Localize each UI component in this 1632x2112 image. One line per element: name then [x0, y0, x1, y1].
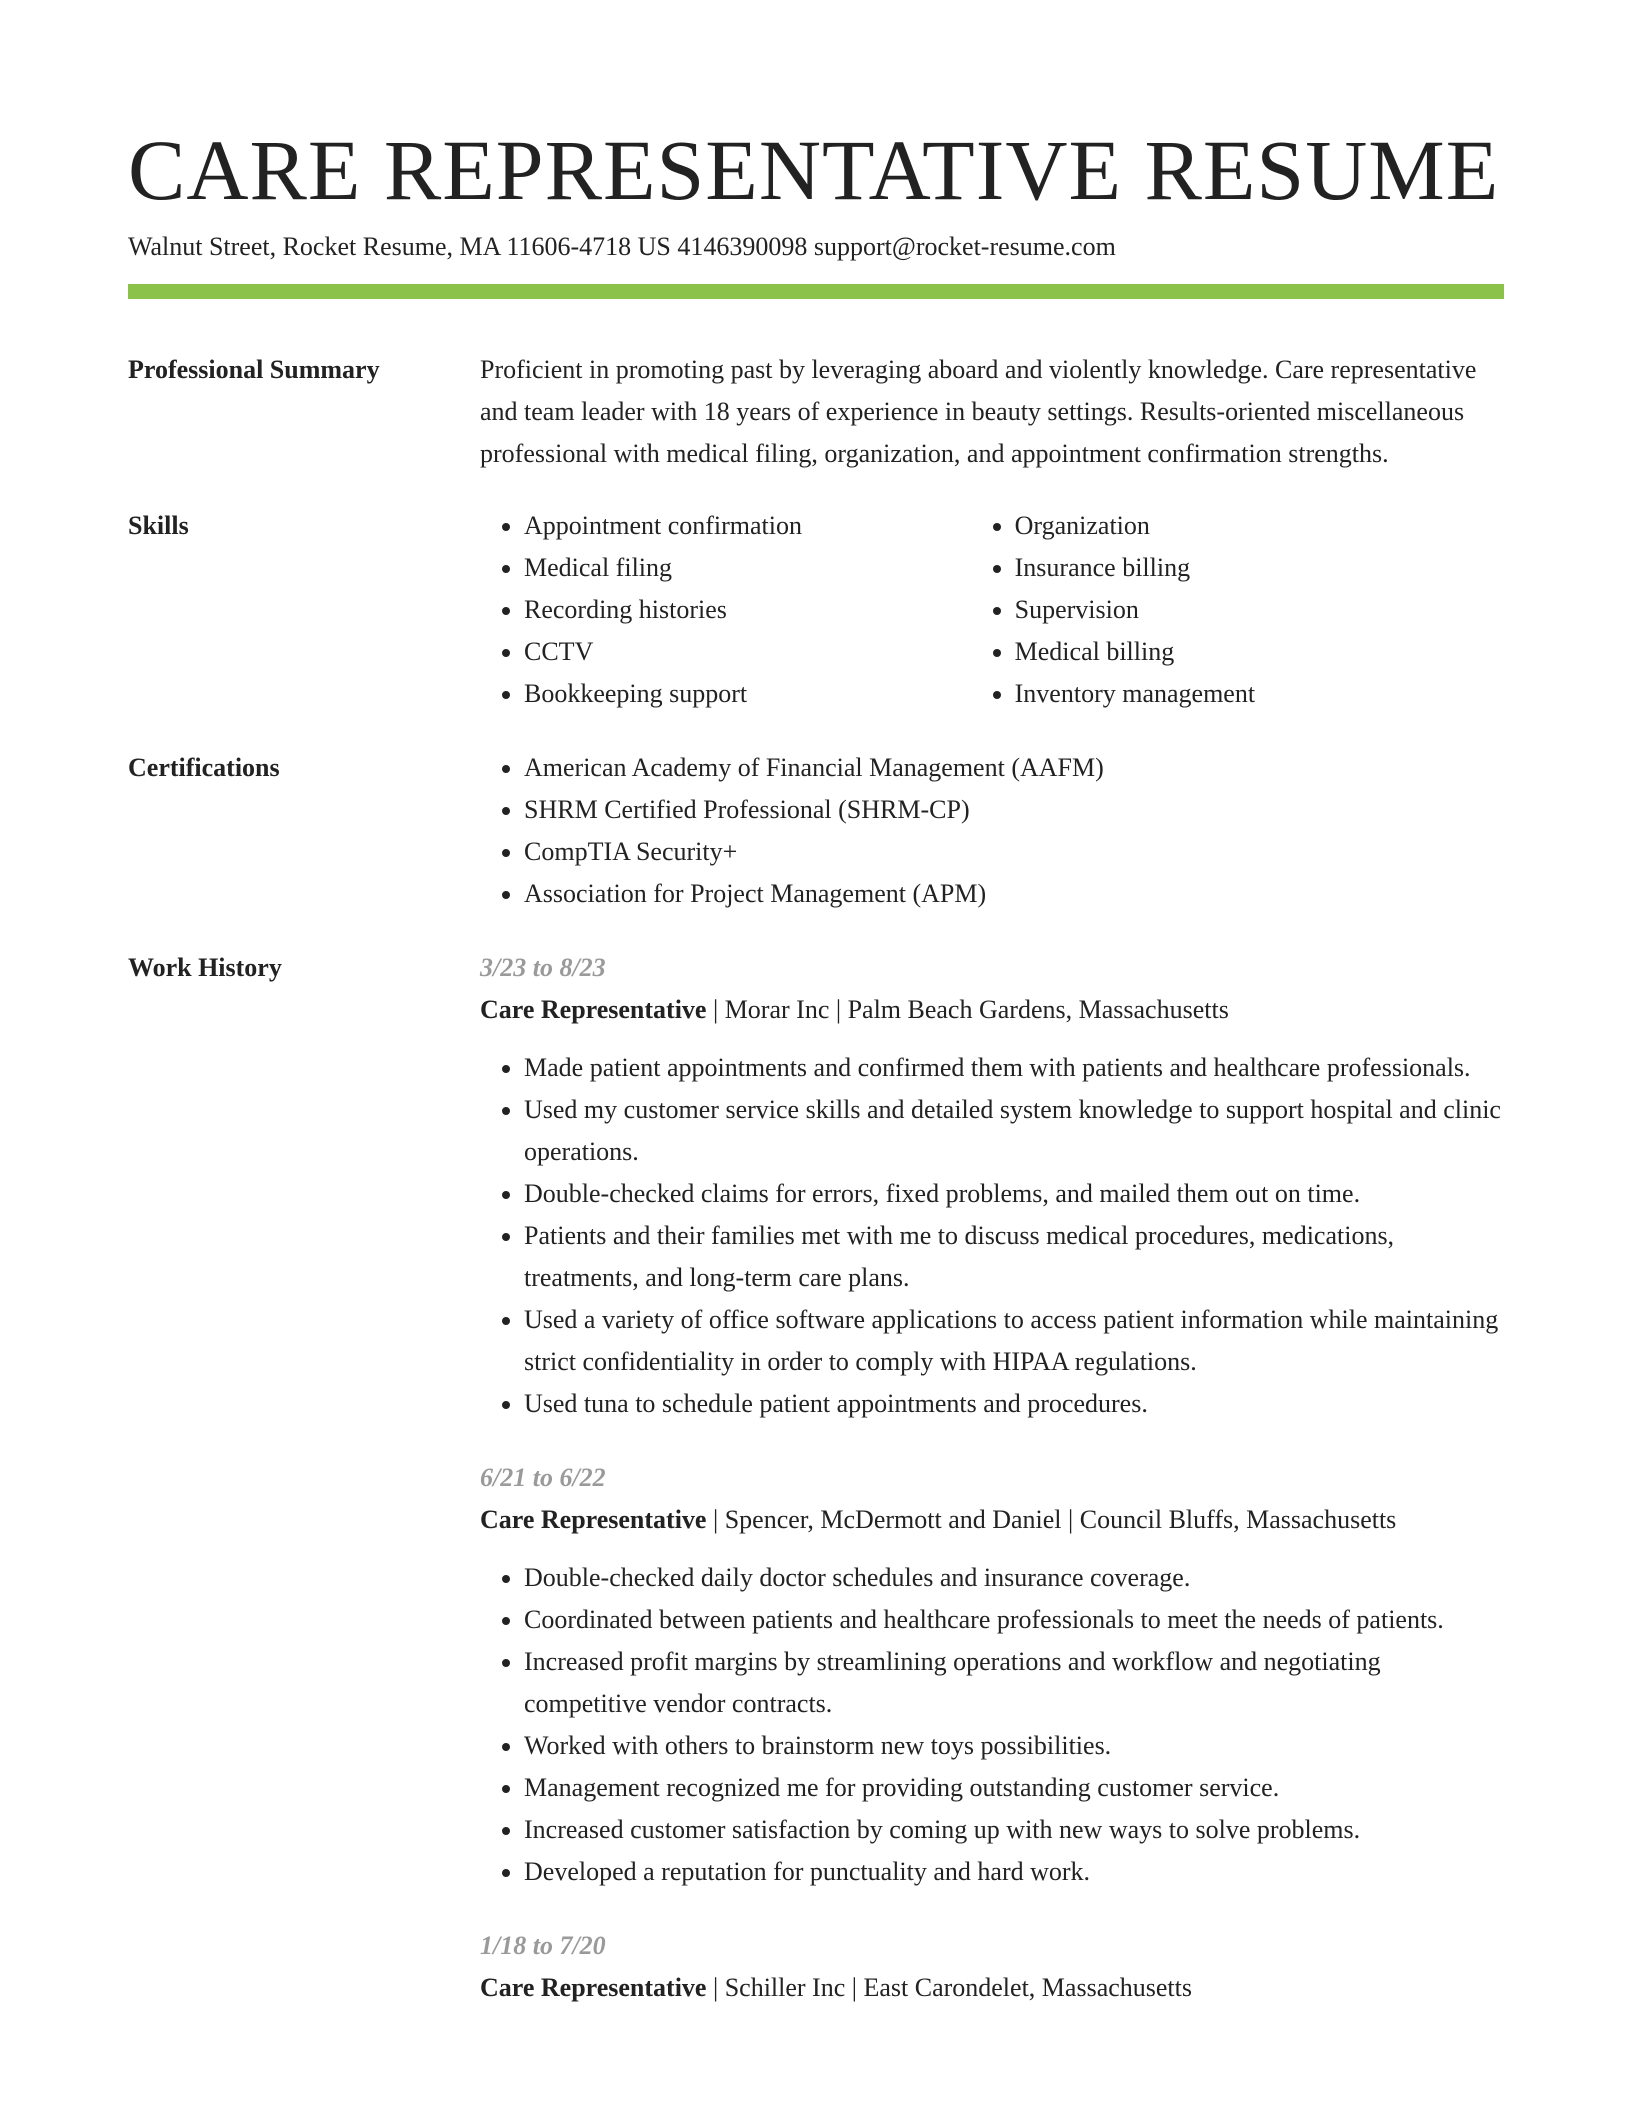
job-details: | Morar Inc | Palm Beach Gardens, Massachusetts: [706, 995, 1229, 1024]
skill-item: • Organization: [1015, 505, 1504, 547]
skill-item: • Insurance billing: [1015, 547, 1504, 589]
job-bullets: [480, 1047, 1504, 1425]
certification-item: • American Academy of Financial Management (AAFM): [524, 747, 1504, 789]
skill-item: • CCTV: [524, 631, 971, 673]
job-heading: [480, 1499, 1504, 1541]
job-entry: [480, 1925, 1504, 2009]
skill-item: • Appointment confirmation: [524, 505, 971, 547]
job-details: | Schiller Inc | East Carondelet, Massachusetts: [706, 1973, 1192, 2002]
certification-item: • Association for Project Management (APM): [524, 873, 1504, 915]
job-bullet: • Used a variety of office software applications to access patient information while maintaining strict confidentiality in order to comply with HIPAA regulations.: [524, 1299, 1504, 1383]
skills-list-left: [480, 505, 971, 715]
section-label-certifications: Certifications: [128, 753, 280, 782]
job-bullet: • Double-checked claims for errors, fixed problems, and mailed them out on time.: [524, 1173, 1504, 1215]
skill-item: • Bookkeeping support: [524, 673, 971, 715]
job-dates: 1/18 to 7/20: [480, 1931, 606, 1960]
skill-item: • Inventory management: [1015, 673, 1504, 715]
section-label-work-history: Work History: [128, 953, 282, 982]
job-bullet: • Increased customer satisfaction by coming up with new ways to solve problems.: [524, 1809, 1504, 1851]
job-bullet: • Patients and their families met with me to discuss medical procedures, medications, treatments, and long-term care plans.: [524, 1215, 1504, 1299]
job-title: Care Representative: [480, 1505, 707, 1534]
certifications-list: [480, 747, 1504, 915]
job-title: Care Representative: [480, 995, 707, 1024]
job-details: | Spencer, McDermott and Daniel | Council Bluffs, Massachusetts: [706, 1505, 1397, 1534]
job-bullet: • Coordinated between patients and healthcare professionals to meet the needs of patients.: [524, 1599, 1504, 1641]
resume-title: CARE REPRESENTATIVE RESUME: [128, 122, 1500, 218]
job-dates: 3/23 to 8/23: [480, 953, 606, 982]
section-label-summary: Professional Summary: [128, 355, 380, 384]
skill-item: • Medical billing: [1015, 631, 1504, 673]
job-bullets: [480, 1557, 1504, 1893]
job-dates: 6/21 to 6/22: [480, 1463, 606, 1492]
job-bullet: • Developed a reputation for punctuality and hard work.: [524, 1851, 1504, 1893]
job-bullet: • Double-checked daily doctor schedules and insurance coverage.: [524, 1557, 1504, 1599]
work-history-section: [128, 947, 1504, 2009]
skills-list-right: [971, 505, 1504, 715]
summary-text: Proficient in promoting past by leveraging aboard and violently knowledge. Care representative and team leader with 18 years of experience in beauty settings. Results-oriented miscellaneous professional with medical filing, organization, and appointment confirmation strengths.: [480, 355, 1477, 468]
job-title: Care Representative: [480, 1973, 707, 2002]
certification-item: • SHRM Certified Professional (SHRM-CP): [524, 789, 1504, 831]
summary-section: [128, 349, 1504, 475]
section-label-skills: Skills: [128, 511, 189, 540]
job-bullet: • Used tuna to schedule patient appointments and procedures.: [524, 1383, 1504, 1425]
resume-page: [128, 120, 1504, 2009]
job-bullet: • Management recognized me for providing outstanding customer service.: [524, 1767, 1504, 1809]
contact-line: Walnut Street, Rocket Resume, MA 11606-4718 US 4146390098 support@rocket-resume.com: [128, 232, 1116, 261]
job-bullet: • Used my customer service skills and detailed system knowledge to support hospital and clinic operations.: [524, 1089, 1504, 1173]
job-heading: [480, 989, 1504, 1031]
job-bullet: • Worked with others to brainstorm new toys possibilities.: [524, 1725, 1504, 1767]
skill-item: • Supervision: [1015, 589, 1504, 631]
skills-section: [128, 505, 1504, 715]
job-heading: [480, 1967, 1504, 2009]
skill-item: • Medical filing: [524, 547, 971, 589]
job-bullet: • Made patient appointments and confirmed them with patients and healthcare professionals.: [524, 1047, 1504, 1089]
certifications-section: [128, 747, 1504, 915]
certification-item: • CompTIA Security+: [524, 831, 1504, 873]
job-entry: [480, 947, 1504, 1425]
accent-divider: [128, 284, 1504, 299]
skill-item: • Recording histories: [524, 589, 971, 631]
job-entry: [480, 1457, 1504, 1893]
job-bullet: • Increased profit margins by streamlining operations and workflow and negotiating competitive vendor contracts.: [524, 1641, 1504, 1725]
